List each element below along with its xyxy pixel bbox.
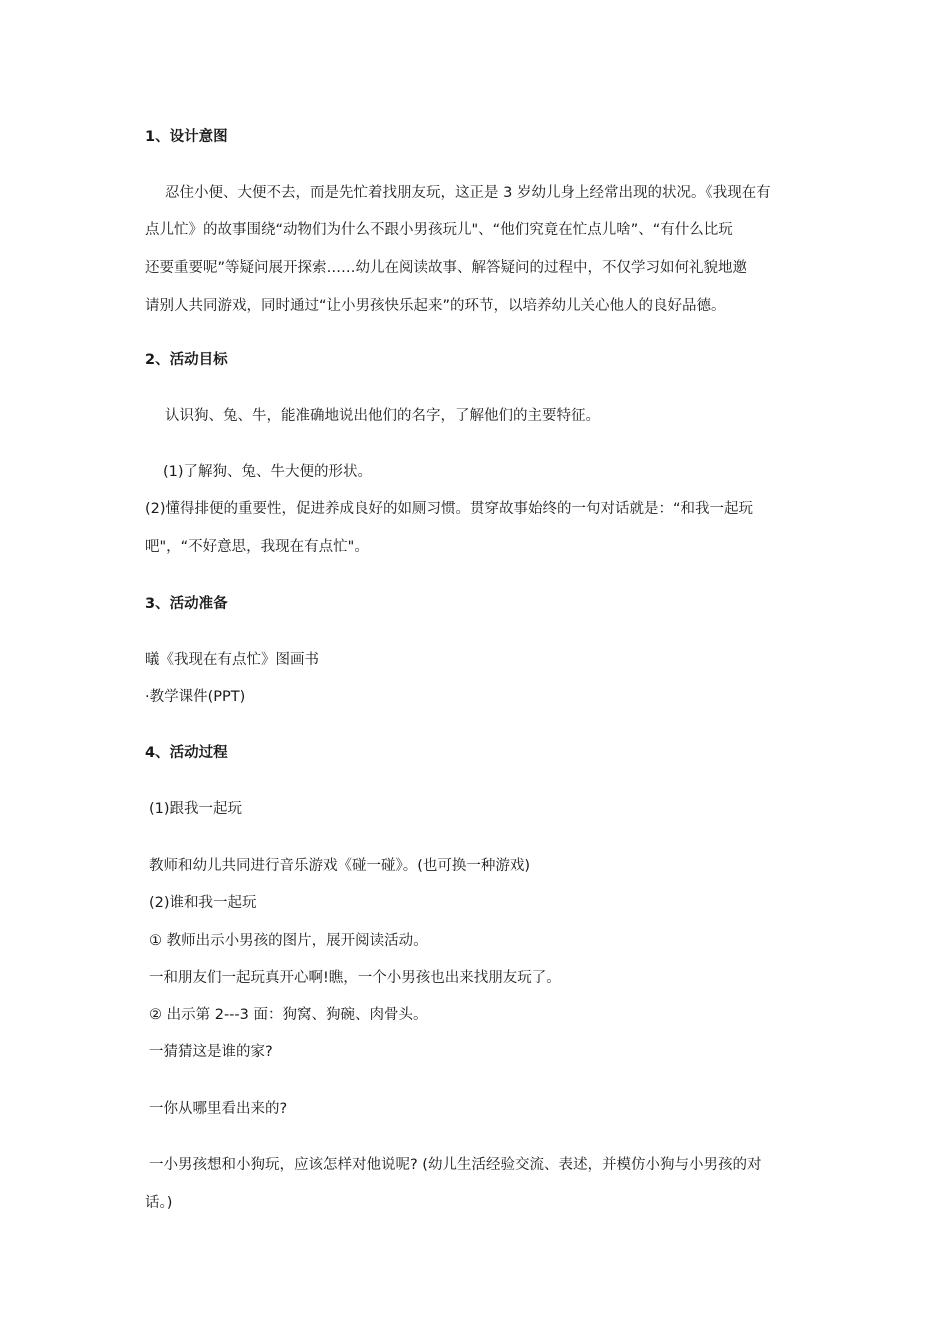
section-heading-process: 4、活动过程 [145, 745, 228, 761]
paragraph-line: (2)谁和我一起玩 [149, 895, 257, 911]
paragraph-line: 一你从哪里看出来的? [149, 1101, 288, 1117]
paragraph-line: 吧"，“不好意思，我现在有点忙"。 [145, 539, 369, 555]
list-item: 㬢《我现在有点忙》图画书 [145, 652, 319, 668]
paragraph-line: (1)跟我一起玩 [149, 801, 243, 817]
paragraph-line: 话。) [145, 1195, 173, 1211]
paragraph-line: 一和朋友们一起玩真开心啊!瞧，一个小男孩也出来找朋友玩了。 [149, 970, 561, 986]
section-heading-design: 1、设计意图 [145, 129, 228, 145]
paragraph-line: 点儿忙》的故事围绕“动物们为什么不跟小男孩玩儿"、“他们究竟在忙点儿啥”、“有什么比玩 [145, 222, 733, 238]
paragraph-line: (2)懂得排便的重要性，促进养成良好的如厕习惯。贯穿故事始终的一句对话就是：“和我一起玩 [145, 501, 754, 517]
section-heading-prep: 3、活动准备 [145, 596, 228, 612]
paragraph-line: (1)了解狗、兔、牛大便的形状。 [163, 464, 373, 480]
paragraph-line: 一猜猜这是谁的家? [149, 1044, 273, 1060]
paragraph-line: 忍住小便、大便不去，而是先忙着找朋友玩，这正是 3 岁幼儿身上经常出现的状况。《我现在有 [165, 185, 771, 201]
section-heading-goals: 2、活动目标 [145, 352, 228, 368]
paragraph-line: ② 出示第 2---3 面：狗窝、狗碗、肉骨头。 [149, 1007, 428, 1023]
paragraph-line: 还要重要呢”等疑问展开探索……幼儿在阅读故事、解答疑问的过程中，不仅学习如何礼貌地邀 [145, 260, 748, 276]
paragraph-line: 教师和幼儿共同进行音乐游戏《碰一碰》。(也可换一种游戏) [149, 858, 531, 874]
paragraph-line: 认识狗、兔、牛，能准确地说出他们的名字，了解他们的主要特征。 [165, 408, 600, 424]
paragraph-line: ① 教师出示小男孩的图片，展开阅读活动。 [149, 933, 428, 949]
list-item: ·教学课件(PPT) [145, 689, 246, 705]
paragraph-line: 一小男孩想和小狗玩，应该怎样对他说呢? (幼儿生活经验交流、表述，并模仿小狗与小男孩的对 [149, 1157, 762, 1173]
paragraph-line: 请别人共同游戏，同时通过“让小男孩快乐起来”的环节，以培养幼儿关心他人的良好品德。 [145, 298, 726, 314]
